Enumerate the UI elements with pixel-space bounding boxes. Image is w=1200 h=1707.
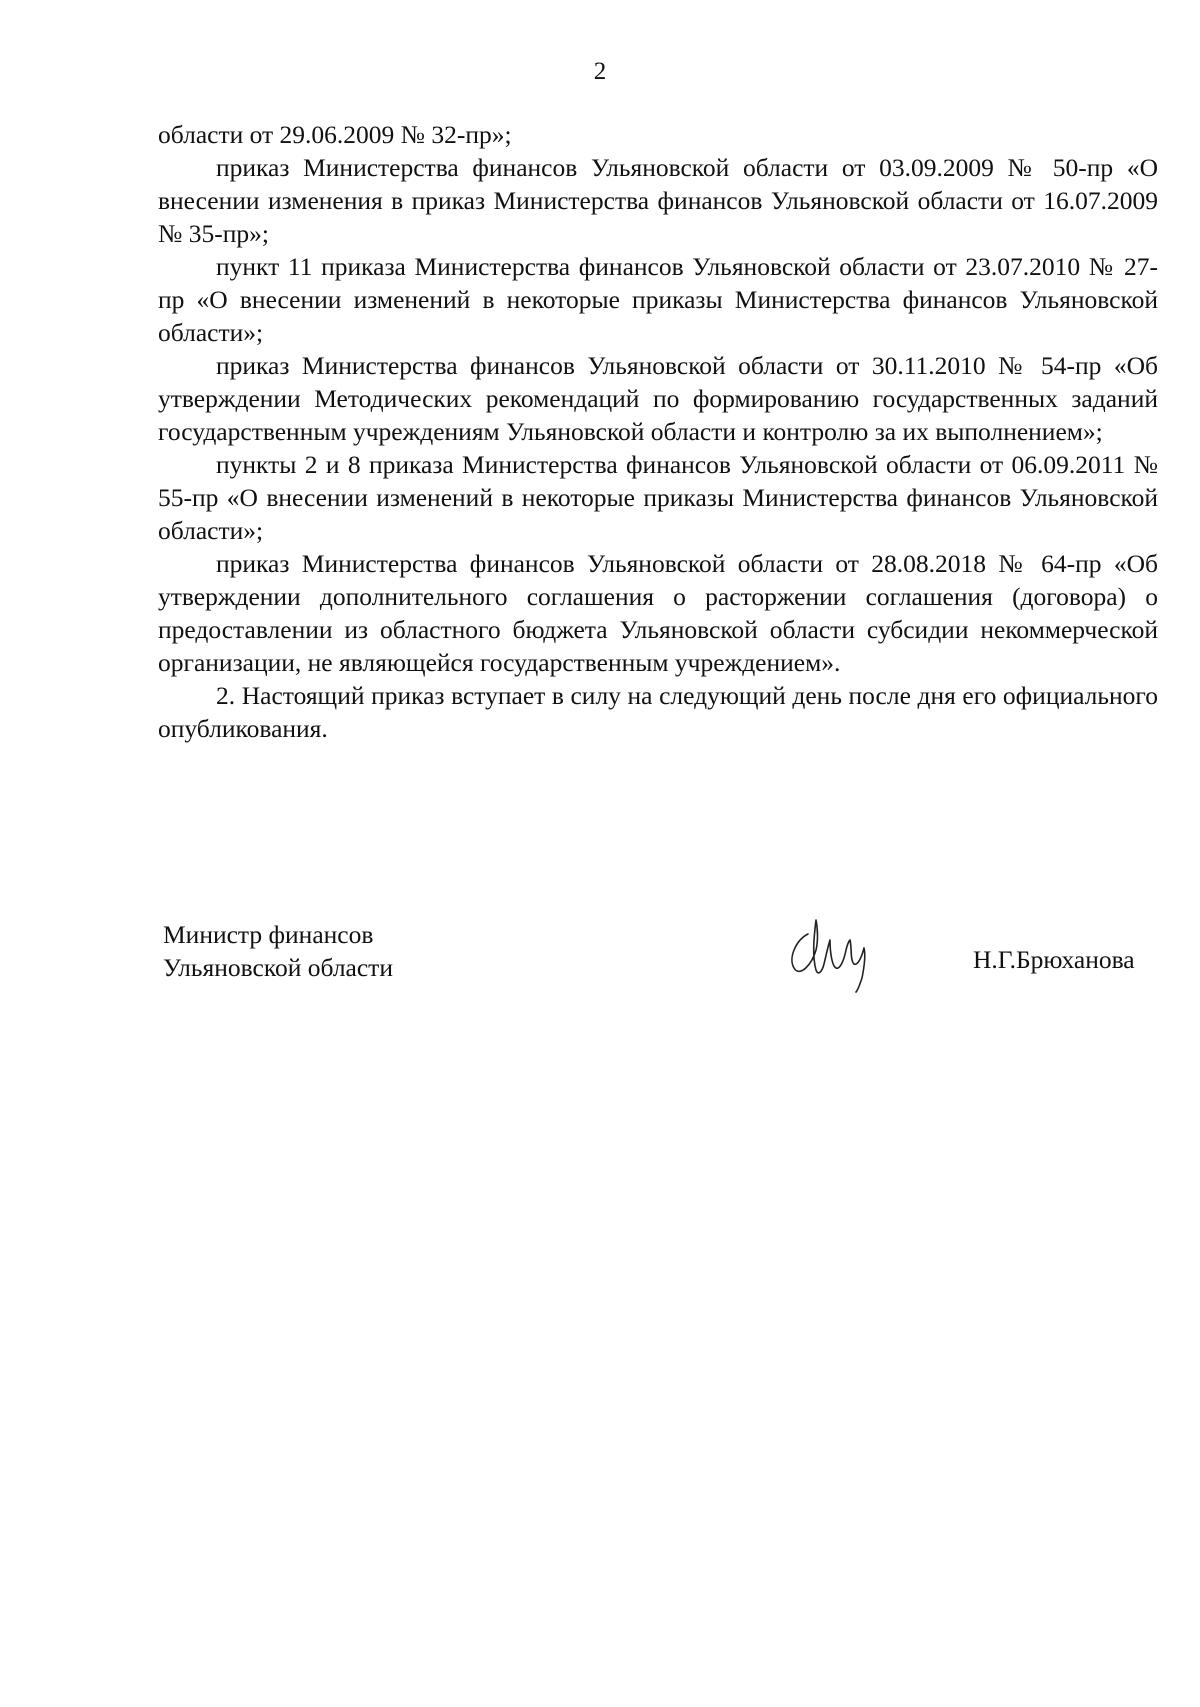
paragraph-7: 2. Настоящий приказ вступает в силу на следующий день после дня его официального опубликования. (158, 681, 1158, 743)
signatory-title-line-1: Министр финансов (163, 920, 374, 949)
paragraph-6: приказ Министерства финансов Ульяновской области от 28.08.2018 № 64-пр «Об утверждении дополнительного соглашения о расторжении соглашения (договора) о предоставлении из областного бюджета Ульяновской области субсидии некоммерческой организации, не являющейся государственным учреждением». (158, 549, 1158, 677)
paragraph-2: приказ Министерства финансов Ульяновской области от 03.09.2009 № 50-пр «О внесении изменения в приказ Министерства финансов Ульяновской области от 16.07.2009 № 35-пр»; (158, 153, 1158, 248)
paragraph-3: пункт 11 приказа Министерства финансов Ульяновской области от 23.07.2010 № 27-пр «О внесении изменений в некоторые приказы Министерства финансов Ульяновской области»; (158, 252, 1158, 347)
paragraph-4: приказ Министерства финансов Ульяновской области от 30.11.2010 № 54-пр «Об утверждении Методических рекомендаций по формированию государственных заданий государственным учреждениям Ульяновской области и контролю за их выполнением»; (158, 351, 1158, 446)
signatory-name: Н.Г.Брюханова (973, 945, 1135, 974)
paragraph-1: области от 29.06.2009 № 32-пр»; (158, 120, 512, 149)
document-body (158, 118, 1158, 745)
paragraph-5: пункты 2 и 8 приказа Министерства финансов Ульяновской области от 06.09.2011 № 55-пр «О внесении изменений в некоторые приказы Министерства финансов Ульяновской области»; (158, 450, 1158, 545)
page-number: 2 (593, 58, 607, 85)
signatory-title-line-2: Ульяновской области (163, 953, 393, 982)
signatory-title (163, 918, 393, 984)
signature-block (163, 918, 1163, 1008)
handwritten-signature (778, 906, 888, 996)
